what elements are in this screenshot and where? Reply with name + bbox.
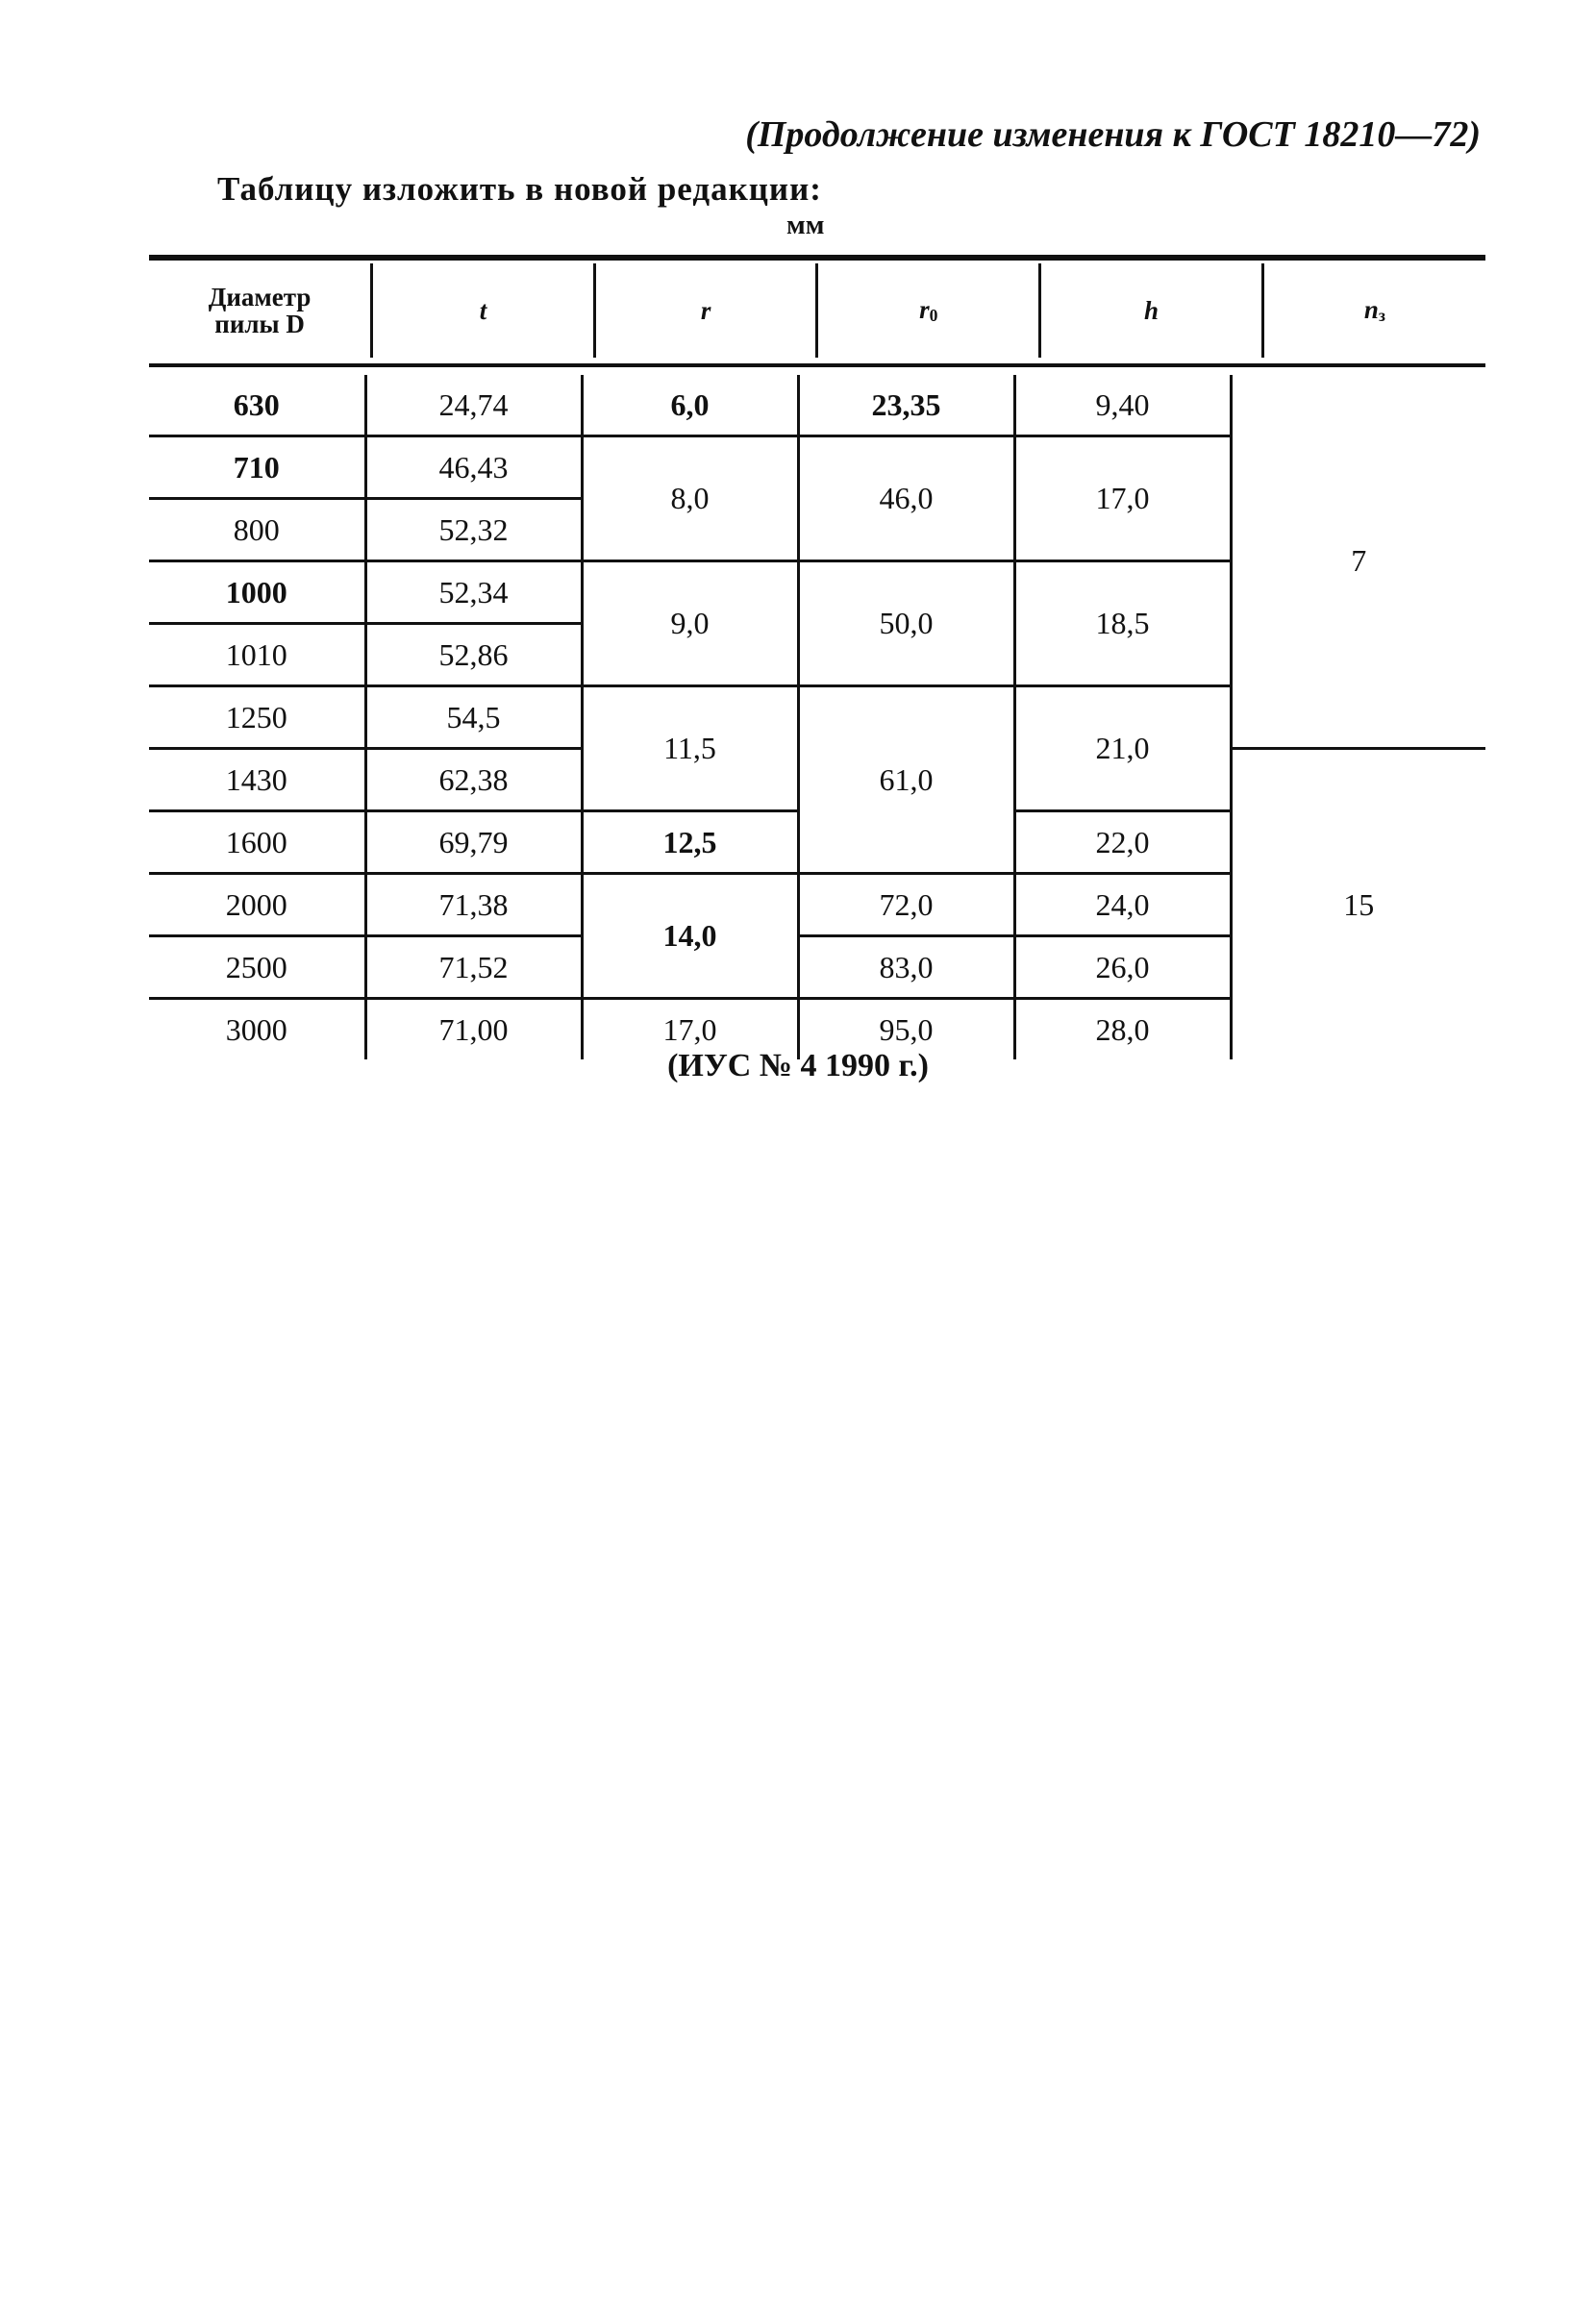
table-top-rule (149, 255, 1485, 261)
header-diameter-line1: Диаметр (208, 282, 312, 311)
header-nz-sub: з (1378, 306, 1385, 325)
cell-t: 46,43 (365, 436, 582, 499)
header-nz-base: n (1363, 295, 1379, 324)
cell-diameter: 1430 (149, 749, 365, 811)
header-r0 (817, 263, 1040, 358)
cell-h: 17,0 (1014, 436, 1231, 561)
cell-r0: 61,0 (798, 686, 1014, 874)
cell-h: 28,0 (1014, 999, 1231, 1060)
header-diameter (149, 263, 372, 358)
cell-diameter: 1250 (149, 686, 365, 749)
document-header: (Продолжение изменения к ГОСТ 18210—72) (745, 114, 1481, 155)
cell-r0: 83,0 (798, 936, 1014, 999)
cell-t: 71,38 (365, 874, 582, 936)
cell-r: 9,0 (582, 561, 798, 686)
cell-t: 52,34 (365, 561, 582, 624)
cell-t: 71,52 (365, 936, 582, 999)
cell-diameter: 2000 (149, 874, 365, 936)
cell-diameter: 800 (149, 499, 365, 561)
header-nz (1262, 263, 1485, 358)
cell-h: 22,0 (1014, 811, 1231, 874)
cell-h: 21,0 (1014, 686, 1231, 811)
cell-r0: 95,0 (798, 999, 1014, 1060)
header-diameter-line2: пилы D (214, 310, 305, 338)
cell-r: 17,0 (582, 999, 798, 1060)
cell-nz-group-2: 15 (1231, 749, 1485, 1060)
cell-r: 11,5 (582, 686, 798, 811)
cell-t: 69,79 (365, 811, 582, 874)
cell-r0: 46,0 (798, 436, 1014, 561)
header-r (594, 263, 817, 358)
header-nz-label (1364, 295, 1385, 324)
cell-h: 18,5 (1014, 561, 1231, 686)
cell-nz-group-1: 7 (1231, 375, 1485, 749)
header-row (149, 263, 1485, 358)
cell-r: 14,0 (582, 874, 798, 999)
cell-t: 71,00 (365, 999, 582, 1060)
table-header (149, 263, 1485, 358)
cell-diameter: 710 (149, 436, 365, 499)
cell-diameter: 2500 (149, 936, 365, 999)
cell-t: 24,74 (365, 375, 582, 436)
document-footer: (ИУС № 4 1990 г.) (667, 1048, 929, 1083)
cell-r0: 50,0 (798, 561, 1014, 686)
header-r0-sub: 0 (929, 306, 938, 325)
cell-r0: 72,0 (798, 874, 1014, 936)
cell-t: 62,38 (365, 749, 582, 811)
intro-text: Таблицу изложить в новой редакции: (217, 170, 822, 208)
cell-diameter: 1010 (149, 624, 365, 686)
table-header-rule (149, 363, 1485, 367)
header-h (1040, 263, 1263, 358)
header-r-label: r (700, 295, 711, 325)
saw-dimensions-table (149, 375, 1485, 1059)
cell-h: 9,40 (1014, 375, 1231, 436)
header-t-label: t (479, 295, 487, 325)
cell-diameter: 3000 (225, 1011, 287, 1047)
cell-t: 54,5 (365, 686, 582, 749)
cell-diameter: 630 (149, 375, 365, 436)
header-r0-label (919, 295, 937, 324)
cell-t: 52,32 (365, 499, 582, 561)
cell-r0: 23,35 (798, 375, 1014, 436)
header-t (372, 263, 595, 358)
table-row (149, 375, 1485, 436)
cell-r: 12,5 (582, 811, 798, 874)
header-r0-base: r (919, 295, 930, 324)
cell-t: 52,86 (365, 624, 582, 686)
header-h-label: h (1143, 295, 1159, 325)
cell-h: 24,0 (1014, 874, 1231, 936)
cell-diameter: 1000 (149, 561, 365, 624)
cell-r: 8,0 (582, 436, 798, 561)
unit-label: мм (786, 210, 825, 240)
cell-r: 6,0 (582, 375, 798, 436)
cell-h: 26,0 (1014, 936, 1231, 999)
cell-diameter: 1600 (149, 811, 365, 874)
